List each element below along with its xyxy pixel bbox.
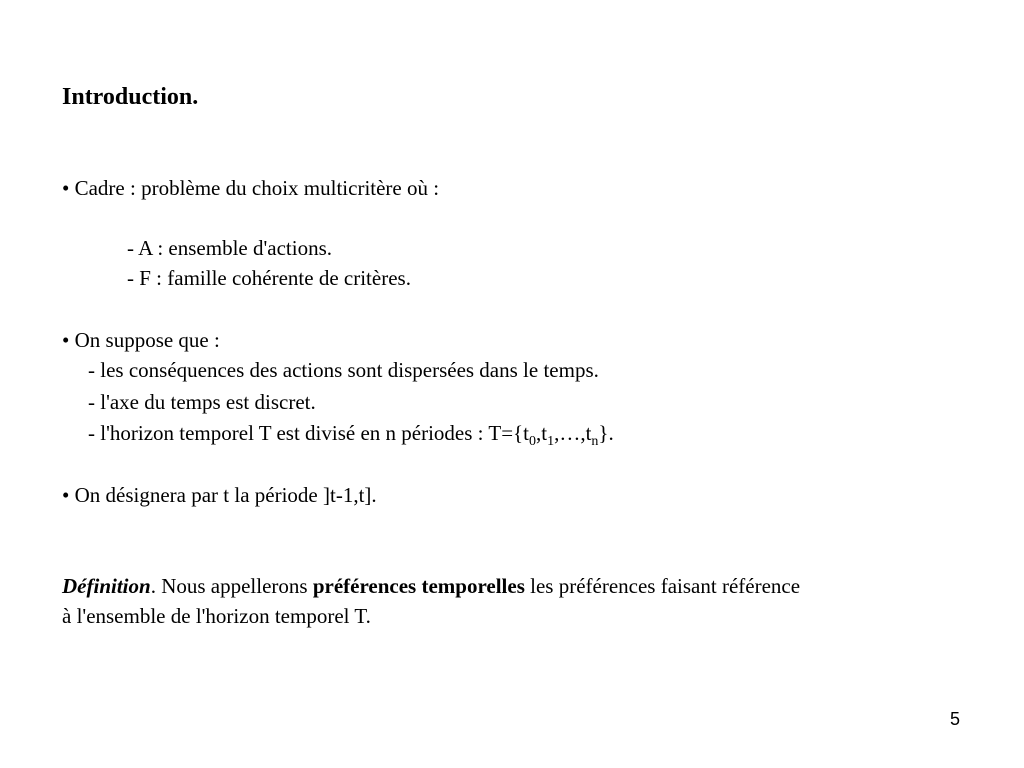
item-criteres: - F : famille cohérente de critères. bbox=[127, 266, 411, 290]
horizon-prefix: - l'horizon temporel T est divisé en n périodes : T={t bbox=[88, 421, 529, 445]
subscript-n: n bbox=[591, 434, 599, 449]
slide-title: Introduction. bbox=[62, 84, 199, 110]
item-actions: - A : ensemble d'actions. bbox=[127, 236, 332, 260]
subscript-1: 1 bbox=[547, 434, 555, 449]
item-axe-temps: - l'axe du temps est discret. bbox=[88, 390, 316, 414]
item-consequences: - les conséquences des actions sont dispersées dans le temps. bbox=[88, 358, 599, 382]
definition-term: Définition bbox=[62, 574, 151, 598]
definition-line-2: à l'ensemble de l'horizon temporel T. bbox=[62, 604, 371, 628]
item-horizon bbox=[88, 420, 614, 449]
definition-rest-line-1: les préférences faisant référence bbox=[524, 574, 801, 598]
horizon-sep-2: ,…,t bbox=[554, 421, 592, 445]
bullet-cadre: • Cadre : problème du choix multicritère où : bbox=[62, 176, 440, 200]
definition-line-1 bbox=[62, 573, 800, 599]
bullet-designera: • On désignera par t la période ]t-1,t]. bbox=[62, 483, 377, 507]
bullet-suppose: • On suppose que : bbox=[62, 328, 220, 352]
definition-after-term: . Nous appellerons bbox=[150, 574, 313, 598]
subscript-0: 0 bbox=[528, 434, 536, 449]
horizon-suffix: }. bbox=[598, 421, 614, 445]
definition-bold-phrase: préférences temporelles bbox=[312, 574, 525, 598]
horizon-sep-1: ,t bbox=[535, 421, 548, 445]
page-number: 5 bbox=[950, 709, 961, 729]
